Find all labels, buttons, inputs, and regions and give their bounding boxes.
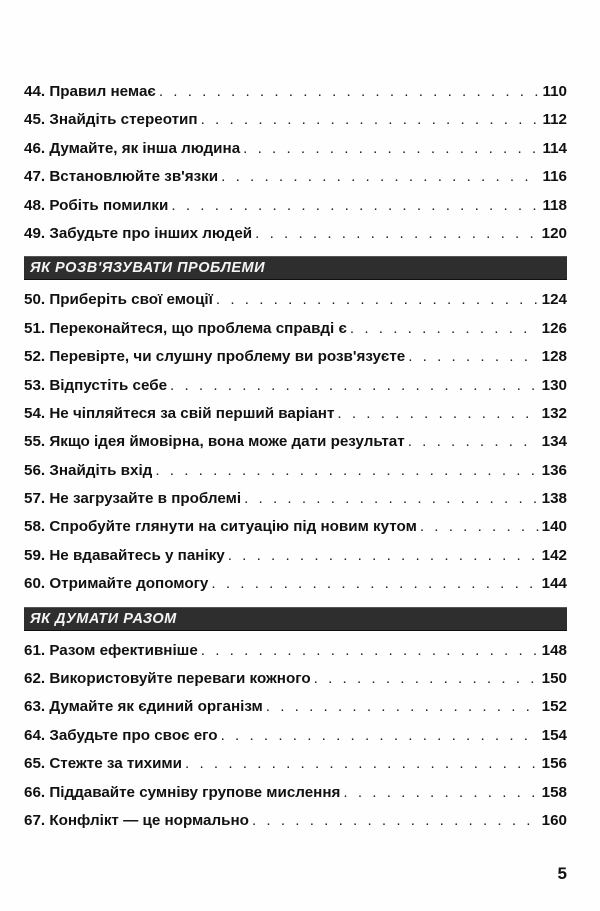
dot-leader (350, 315, 539, 343)
dot-leader (221, 163, 539, 191)
toc-entry-title: 55. Якщо ідея ймовірна, вона може дати результат (24, 433, 405, 451)
toc-entry (24, 693, 567, 721)
dot-leader (420, 513, 539, 541)
toc-entry-page: 136 (541, 461, 567, 479)
dot-leader (255, 220, 539, 248)
dot-leader (244, 485, 539, 513)
section-heading: ЯК ДУМАТИ РАЗОМ (24, 607, 567, 631)
toc-entry-title: 54. Не чіпляйтеся за свій перший варіант (24, 404, 335, 422)
dot-leader (408, 428, 539, 456)
toc-entry-title: 59. Не вдавайтесь у паніку (24, 546, 225, 564)
toc-entry-title: 45. Знайдіть стереотип (24, 111, 198, 129)
dot-leader (171, 192, 539, 220)
toc-entry (24, 400, 567, 428)
toc-entry-page: 150 (541, 670, 567, 688)
toc-entry-page: 116 (542, 168, 567, 186)
toc-entry (24, 542, 567, 570)
dot-leader (211, 570, 538, 598)
toc-entry (24, 722, 567, 750)
toc-entry (24, 779, 567, 807)
dot-leader (155, 457, 538, 485)
toc-entry-title: 57. Не загрузайте в проблемі (24, 490, 242, 508)
toc-entry (24, 78, 567, 106)
toc-entry (24, 286, 567, 314)
toc-entry-title: 66. Піддавайте сумніву групове мислення (24, 783, 341, 801)
toc-entry-title: 46. Думайте, як інша людина (24, 139, 241, 157)
toc-entry-page: 144 (541, 575, 567, 593)
toc-entry-title: 51. Переконайтеся, що проблема справді є (24, 319, 347, 337)
toc-entry-page: 114 (542, 139, 567, 157)
toc-entry (24, 485, 567, 513)
dot-leader (314, 665, 539, 693)
toc-entry (24, 135, 567, 163)
toc-entry (24, 513, 567, 541)
toc-entry-page: 130 (541, 376, 567, 394)
dot-leader (201, 106, 540, 134)
toc-entry (24, 457, 567, 485)
toc-entry-page: 134 (541, 433, 567, 451)
toc-entry-title: 56. Знайдіть вхід (24, 461, 153, 479)
toc-entry-title: 50. Приберіть свої емоції (24, 291, 213, 309)
page-number: 5 (557, 864, 567, 883)
toc-entry-page: 110 (542, 83, 567, 100)
toc-entry-title: 64. Забудьте про своє его (24, 726, 218, 744)
toc-entry (24, 570, 567, 598)
dot-leader (159, 78, 540, 106)
dot-leader (266, 693, 539, 721)
toc-entry-page: 120 (541, 224, 567, 242)
toc-entry (24, 372, 567, 400)
toc-entry-page: 142 (541, 546, 567, 564)
toc-entry-title: 47. Встановлюйте зв'язки (24, 168, 219, 186)
toc-entry-page: 132 (541, 404, 567, 422)
toc-entry-page: 126 (541, 319, 567, 337)
dot-leader (216, 286, 539, 314)
toc-entry-page: 152 (541, 698, 567, 716)
dot-leader (201, 637, 539, 665)
toc-entry-page: 124 (541, 291, 567, 309)
toc-entry-page: 112 (542, 111, 567, 129)
toc-entry (24, 343, 567, 371)
toc-entry-title: 63. Думайте як єдиний організм (24, 698, 263, 716)
toc-entry-page: 118 (542, 196, 567, 214)
dot-leader (343, 779, 538, 807)
toc-entry-page: 160 (541, 811, 567, 829)
dot-leader (185, 750, 539, 778)
toc-entry (24, 220, 567, 248)
toc-entry (24, 807, 567, 835)
toc-entry-title: 62. Використовуйте переваги кожного (24, 670, 311, 688)
toc-entry-title: 53. Відпустіть себе (24, 376, 168, 394)
section-heading: ЯК РОЗВ'ЯЗУВАТИ ПРОБЛЕМИ (24, 256, 567, 280)
toc-entry (24, 665, 567, 693)
toc-entry (24, 315, 567, 343)
toc-entry (24, 750, 567, 778)
toc-entry-title: 48. Робіть помилки (24, 196, 169, 214)
toc-entry (24, 106, 567, 134)
dot-leader (252, 807, 539, 835)
dot-leader (337, 400, 538, 428)
dot-leader (221, 722, 539, 750)
toc-entry-page: 140 (541, 518, 567, 536)
dot-leader (228, 542, 539, 570)
toc-entry-page: 128 (541, 348, 567, 366)
toc-entry (24, 428, 567, 456)
toc-entry (24, 637, 567, 665)
toc-entry-title: 44. Правил немає (24, 83, 156, 100)
toc-entry-page: 154 (541, 726, 567, 744)
dot-leader (170, 372, 539, 400)
toc-entry-page: 148 (541, 641, 567, 659)
dot-leader (243, 135, 539, 163)
toc-entry-title: 60. Отримайте допомогу (24, 575, 209, 593)
toc-entry-title: 67. Конфлікт — це нормально (24, 811, 249, 829)
table-of-contents (24, 78, 567, 835)
toc-entry-title: 49. Забудьте про інших людей (24, 224, 253, 242)
toc-entry-page: 158 (541, 783, 567, 801)
toc-entry-title: 65. Стежте за тихими (24, 755, 183, 773)
toc-entry-page: 156 (541, 755, 567, 773)
toc-entry (24, 192, 567, 220)
toc-entry-title: 61. Разом ефективніше (24, 641, 198, 659)
toc-entry-title: 58. Спробуйте глянути на ситуацію під новим кутом (24, 518, 417, 536)
toc-entry-title: 52. Перевірте, чи слушну проблему ви розв'язуєте (24, 348, 406, 366)
toc-entry (24, 163, 567, 191)
toc-entry-page: 138 (541, 490, 567, 508)
dot-leader (408, 343, 538, 371)
